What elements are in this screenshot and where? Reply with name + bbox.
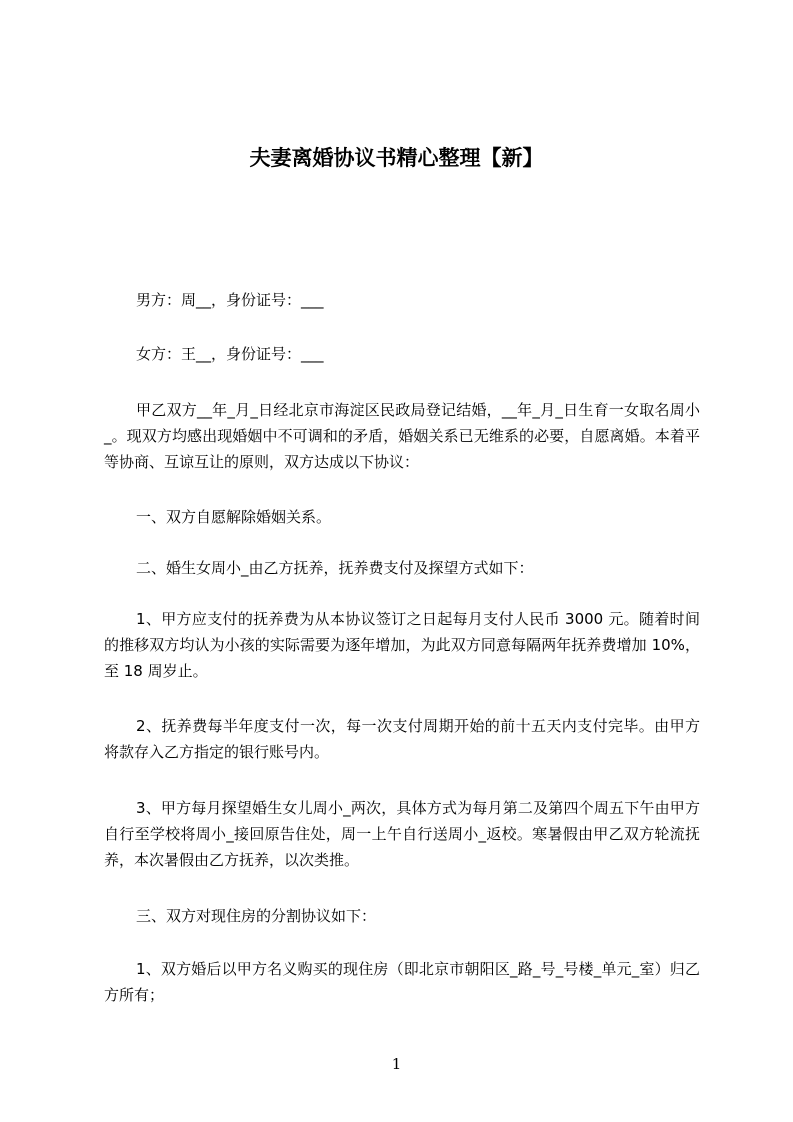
preamble-paragraph: 甲乙双方__年_月_日经北京市海淀区民政局登记结婚，__年_月_日生育一女取名周小_。现双方均感出现婚姻中不可调和的矛盾，婚姻关系已无维系的必要，自愿离婚。本着平等协商、互谅互让的原则，双方达成以下协议：	[104, 401, 700, 471]
page-number: 1	[391, 1055, 402, 1073]
clause-2-item-1: 1、甲方应支付的抚养费为从本协议签订之日起每月支付人民币 3000 元。随着时间的推移双方均认为小孩的实际需要为逐年增加，为此双方同意每隔两年抚养费增加 10%，至 18 周岁止。	[104, 610, 700, 680]
clause-2-heading: 二、婚生女周小_由乙方抚养，抚养费支付及探望方式如下：	[136, 559, 534, 577]
party-female-line: 女方：王__，身份证号：___	[136, 345, 324, 363]
clause-3-heading: 三、双方对现住房的分割协议如下：	[136, 907, 377, 925]
clause-2-item-3: 3、甲方每月探望婚生女儿周小_两次，具体方式为每月第二及第四个周五下午由甲方自行至学校将周小_接回原告住处，周一上午自行送周小_返校。寒暑假由甲乙双方轮流抚养，本次暑假由乙方抚养，以次类推。	[104, 799, 700, 869]
party-male-line: 男方：周__，身份证号：___	[136, 291, 324, 309]
document-title: 夫妻离婚协议书精心整理【新】	[249, 146, 544, 170]
clause-1-heading: 一、双方自愿解除婚姻关系。	[136, 508, 332, 526]
clause-2-item-2: 2、抚养费每半年度支付一次，每一次支付周期开始的前十五天内支付完毕。由甲方将款存入乙方指定的银行账号内。	[104, 717, 700, 761]
clause-3-item-1: 1、双方婚后以甲方名义购买的现住房（即北京市朝阳区_路_号_号楼_单元_室）归乙方所有；	[104, 960, 700, 1004]
